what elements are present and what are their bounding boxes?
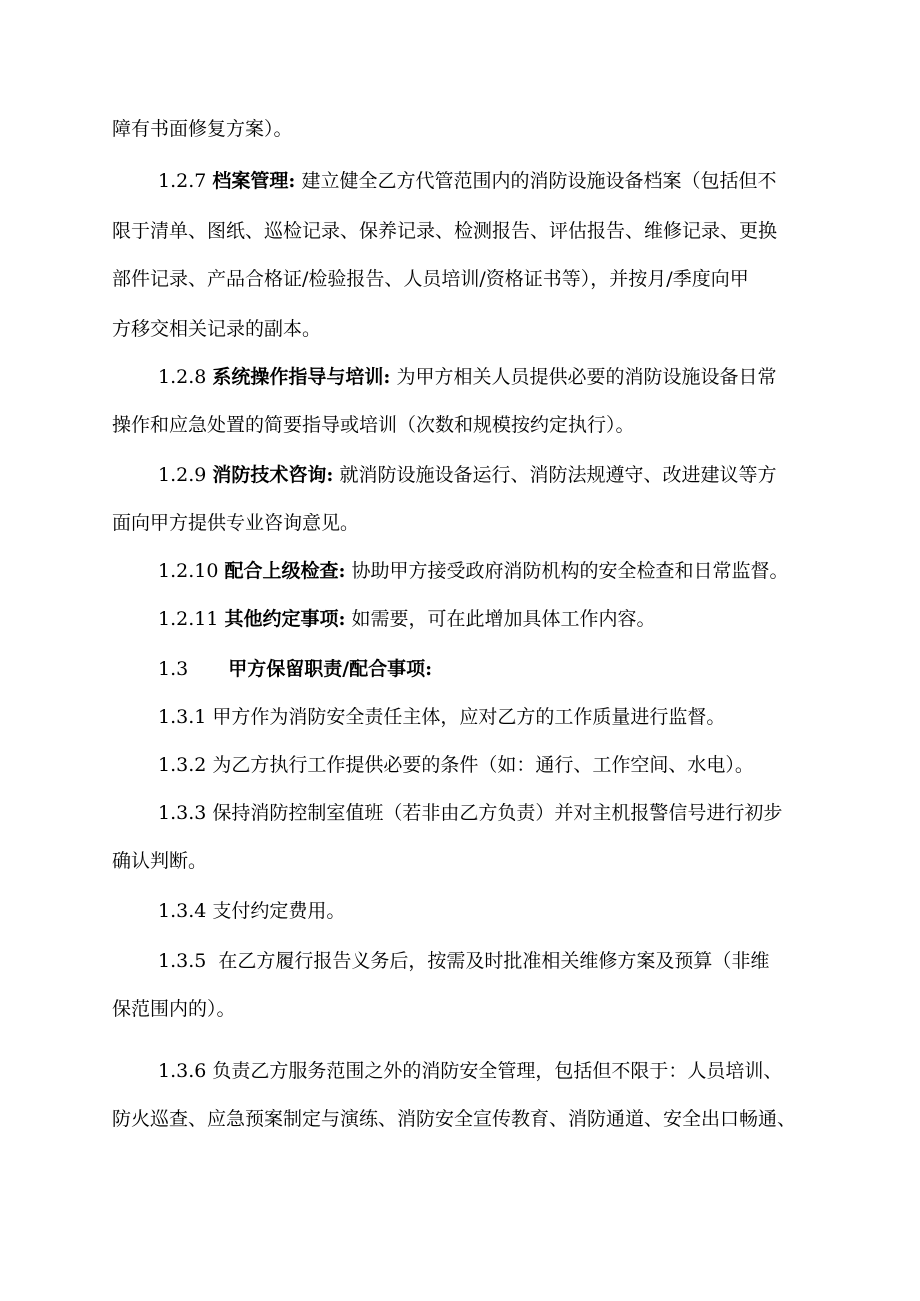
clause-number: 1.2.11 bbox=[158, 608, 225, 630]
line-text: 保范围内的）。 bbox=[112, 998, 236, 1020]
clause-1-3-1 bbox=[158, 708, 725, 727]
section-number: 1.3 bbox=[158, 658, 189, 680]
section-title: 甲方保留职责/配合事项: bbox=[228, 658, 433, 680]
clause-text: 在乙方履行报告义务后，按需及时批准相关维修方案及预算（非维 bbox=[218, 950, 770, 972]
clause-text: 1.3.3 保持消防控制室值班（若非由乙方负责）并对主机报警信号进行初步 bbox=[158, 802, 783, 824]
clause-text: 就消防设施设备运行、消防法规遵守、改进建议等方 bbox=[333, 464, 777, 486]
clause-1-2-7 bbox=[158, 172, 776, 191]
line-text: 障有书面修复方案）。 bbox=[112, 118, 293, 140]
section-1-3-heading bbox=[158, 660, 432, 679]
text-line bbox=[112, 852, 207, 871]
clause-text: 1.3.2 为乙方执行工作提供必要的条件（如：通行、工作空间、水电）。 bbox=[158, 754, 754, 776]
clause-1-3-6 bbox=[158, 1062, 782, 1081]
line-text: 面向甲方提供专业咨询意见。 bbox=[112, 512, 360, 534]
clause-number: 1.2.10 bbox=[158, 560, 225, 582]
clause-text: 1.3.6 负责乙方服务范围之外的消防安全管理，包括但不限于：人员培训、 bbox=[158, 1060, 783, 1082]
clause-heading: 消防技术咨询: bbox=[212, 464, 334, 486]
text-line bbox=[112, 320, 321, 339]
clause-text: 1.3.1 甲方作为消防安全责任主体，应对乙方的工作质量进行监督。 bbox=[158, 706, 726, 728]
line-text: 部件记录、产品合格证/检验报告、人员培训/资格证书等），并按月/季度向甲 bbox=[112, 268, 749, 290]
clause-heading: 档案管理: bbox=[212, 170, 296, 192]
clause-number: 1.2.8 bbox=[158, 366, 213, 388]
text-line bbox=[112, 270, 749, 289]
text-line bbox=[112, 222, 777, 241]
line-text: 方移交相关记录的副本。 bbox=[112, 318, 322, 340]
clause-text: 为甲方相关人员提供必要的消防设施设备日常 bbox=[390, 366, 777, 388]
clause-1-3-5 bbox=[158, 952, 769, 971]
clause-1-3-4 bbox=[158, 902, 345, 921]
clause-text: 如需要，可在此增加具体工作内容。 bbox=[345, 608, 656, 630]
clause-1-3-3 bbox=[158, 804, 782, 823]
text-line bbox=[112, 416, 635, 435]
clause-1-2-11 bbox=[158, 610, 656, 629]
clause-1-2-9 bbox=[158, 466, 776, 485]
clause-1-3-2 bbox=[158, 756, 754, 775]
line-text: 操作和应急处置的简要指导或培训（次数和规模按约定执行）。 bbox=[112, 414, 635, 436]
clause-number: 1.2.9 bbox=[158, 464, 213, 486]
clause-heading: 系统操作指导与培训: bbox=[212, 366, 391, 388]
text-line bbox=[112, 1000, 236, 1019]
text-line bbox=[112, 120, 293, 139]
clause-number: 1.3.5 bbox=[158, 950, 207, 972]
clause-heading: 配合上级检查: bbox=[224, 560, 346, 582]
text-line bbox=[112, 1110, 796, 1129]
line-text: 防火巡查、应急预案制定与演练、消防安全宣传教育、消防通道、安全出口畅通、 bbox=[112, 1108, 797, 1130]
line-text: 确认判断。 bbox=[112, 850, 208, 872]
clause-1-2-8 bbox=[158, 368, 776, 387]
clause-text: 协助甲方接受政府消防机构的安全检查和日常监督。 bbox=[345, 560, 789, 582]
line-text: 限于清单、图纸、巡检记录、保养记录、检测报告、评估报告、维修记录、更换 bbox=[112, 220, 778, 242]
clause-number: 1.2.7 bbox=[158, 170, 213, 192]
clause-text: 建立健全乙方代管范围内的消防设施设备档案（包括但不 bbox=[295, 170, 777, 192]
clause-text: 1.3.4 支付约定费用。 bbox=[158, 900, 346, 922]
clause-heading: 其他约定事项: bbox=[224, 608, 346, 630]
clause-1-2-10 bbox=[158, 562, 789, 581]
text-line bbox=[112, 514, 359, 533]
